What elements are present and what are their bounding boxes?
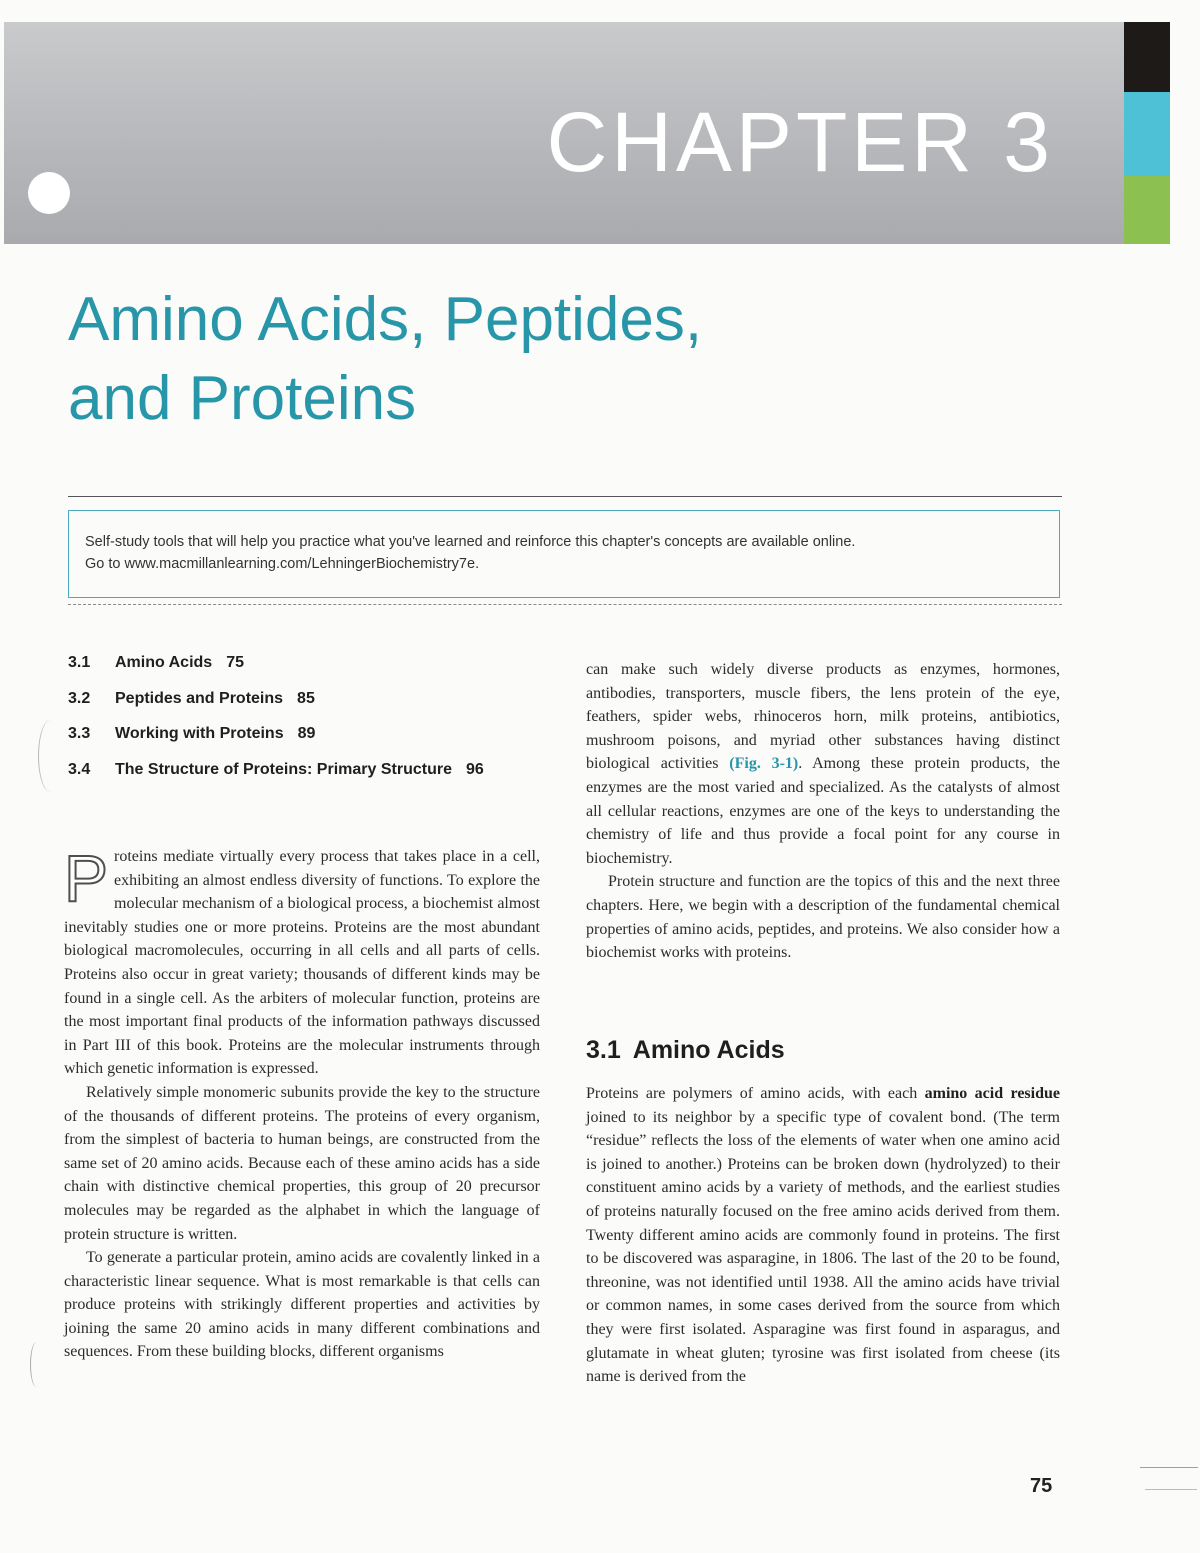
chapter-title (68, 280, 968, 439)
drop-cap: P (64, 841, 109, 915)
chapter-banner (4, 22, 1124, 244)
self-study-url: Go to www.macmillanlearning.com/LehningerBiochemistry7e. (85, 556, 480, 573)
toc-item (68, 654, 568, 690)
body-paragraph (586, 658, 1060, 870)
color-tab-green (1124, 176, 1170, 244)
punch-hole (28, 172, 70, 214)
body-paragraph: To generate a particular protein, amino acids are covalently linked in a characteristic linear sequence. What is most remarkable is that cells can produce proteins with strikingly different properties and activities by joining the same 20 amino acids in many different combinations and sequences. From these building blocks, different organisms (64, 1249, 540, 1361)
key-term: amino acid residue (924, 1085, 1060, 1102)
intro-paragraph (64, 841, 540, 1081)
chapter-title-line-1: Amino Acids, Peptides, (68, 285, 703, 354)
box-top-rule (68, 496, 1062, 497)
edge-mark (1140, 1467, 1198, 1468)
body-text: can make such widely diverse products as enzymes, hormones, antibodies, transporters, muscle fibers, the lens protein of the eye, feathers, spider webs, rhinoceros horn, milk proteins, antibiotics, mushroom poisons, and myriad other substances having distinct biological activities (586, 661, 1060, 773)
toc-item (68, 725, 568, 761)
section-heading (586, 1036, 785, 1065)
box-bottom-rule (68, 604, 1062, 605)
edge-mark (1145, 1489, 1197, 1490)
toc-number: 3.3 (68, 725, 91, 742)
right-column-top (586, 658, 1060, 965)
body-text: . Among these protein products, the enzymes are the most varied and specialized. As the catalysts of almost all cellular reactions, enzymes are one of the keys to understanding the chemistry of life and thus provide a focal point for any course in biochemistry. (586, 755, 1060, 867)
color-tab-black (1124, 22, 1170, 92)
toc-title: Peptides and Proteins (115, 689, 284, 707)
self-study-box (68, 510, 1060, 598)
pencil-mark (38, 720, 63, 792)
pencil-mark (30, 1342, 43, 1387)
right-column-bottom (586, 1082, 1060, 1389)
intro-paragraph-text: roteins mediate virtually every process that takes place in a cell, exhibiting an almost endless diversity of functions. To explore the molecular mechanism of a biological process, a biochemist almost inevitably studies one or more proteins. Proteins are the most abundant biological macromolecules, occurring in all cells and all parts of cells. Proteins also occur in great variety; thousands of different kinds may be found in a single cell. As the arbiters of molecular function, proteins are the most important final products of the information pathways discussed in Part III of this book. Proteins are the molecular instruments through which genetic information is expressed. (64, 848, 540, 1078)
chapter-title-line-2: and Proteins (68, 364, 417, 434)
self-study-text: Self-study tools that will help you practice what you've learned and reinforce this chapter's concepts are available online. (85, 534, 856, 550)
toc-title: Working with Proteins (115, 725, 284, 742)
page-number: 75 (1030, 1475, 1053, 1497)
toc-page: 89 (297, 725, 316, 742)
toc-title: The Structure of Proteins: Primary Structure (115, 760, 452, 778)
body-text: joined to its neighbor by a specific type of covalent bond. (The term “residue” reflects the loss of the elements of water when one amino acid is joined to another.) Proteins can be broken down (hydrolyzed) to their constituent amino acids by a variety of methods, and the earliest studies of proteins naturally focused on the free amino acids derived from them. Twenty different amino acids are commonly found in proteins. The first to be discovered was asparagine, in 1806. The last of the 20 to be found, threonine, was not identified until 1938. All the amino acids have trivial or common names, in some cases derived from the source from which they were first isolated. Asparagine was first found in asparagus, and glutamate in wheat gluten; tyrosine was first isolated from cheese (its name is derived from the (586, 1108, 1060, 1386)
toc-page: 96 (465, 760, 484, 778)
chapter-label: CHAPTER 3 (546, 95, 1054, 189)
toc-number: 3.1 (68, 654, 91, 671)
section-number: 3.1 (586, 1036, 621, 1064)
body-text: Proteins are polymers of amino acids, with each (586, 1085, 925, 1102)
toc-item (68, 690, 568, 726)
figure-reference: (Fig. 3-1) (729, 755, 799, 773)
section-toc (68, 654, 568, 796)
toc-item (68, 761, 568, 797)
body-paragraph: Protein structure and function are the topics of this and the next three chapters. Here, we begin with a description of the fundamental chemical properties of amino acids, peptides, and proteins. We also consider how a biochemist works with proteins. (586, 873, 1060, 962)
color-tab-blue (1124, 92, 1170, 176)
section-title: Amino Acids (632, 1036, 785, 1064)
toc-page: 85 (297, 689, 315, 707)
toc-number: 3.2 (68, 689, 91, 707)
left-column (64, 841, 540, 1364)
body-paragraph: Relatively simple monomeric subunits provide the key to the structure of the thousands of different proteins. The proteins of every organism, from the simplest of bacteria to human beings, are constructed from the same set of 20 amino acids. Because each of these amino acids has a side chain with distinctive chemical properties, this group of 20 precursor molecules may be regarded as the alphabet in which the language of protein structure is written. (64, 1083, 540, 1243)
toc-title: Amino Acids (115, 654, 213, 671)
toc-page: 75 (226, 654, 244, 671)
body-paragraph (586, 1082, 1060, 1389)
toc-number: 3.4 (68, 760, 91, 778)
